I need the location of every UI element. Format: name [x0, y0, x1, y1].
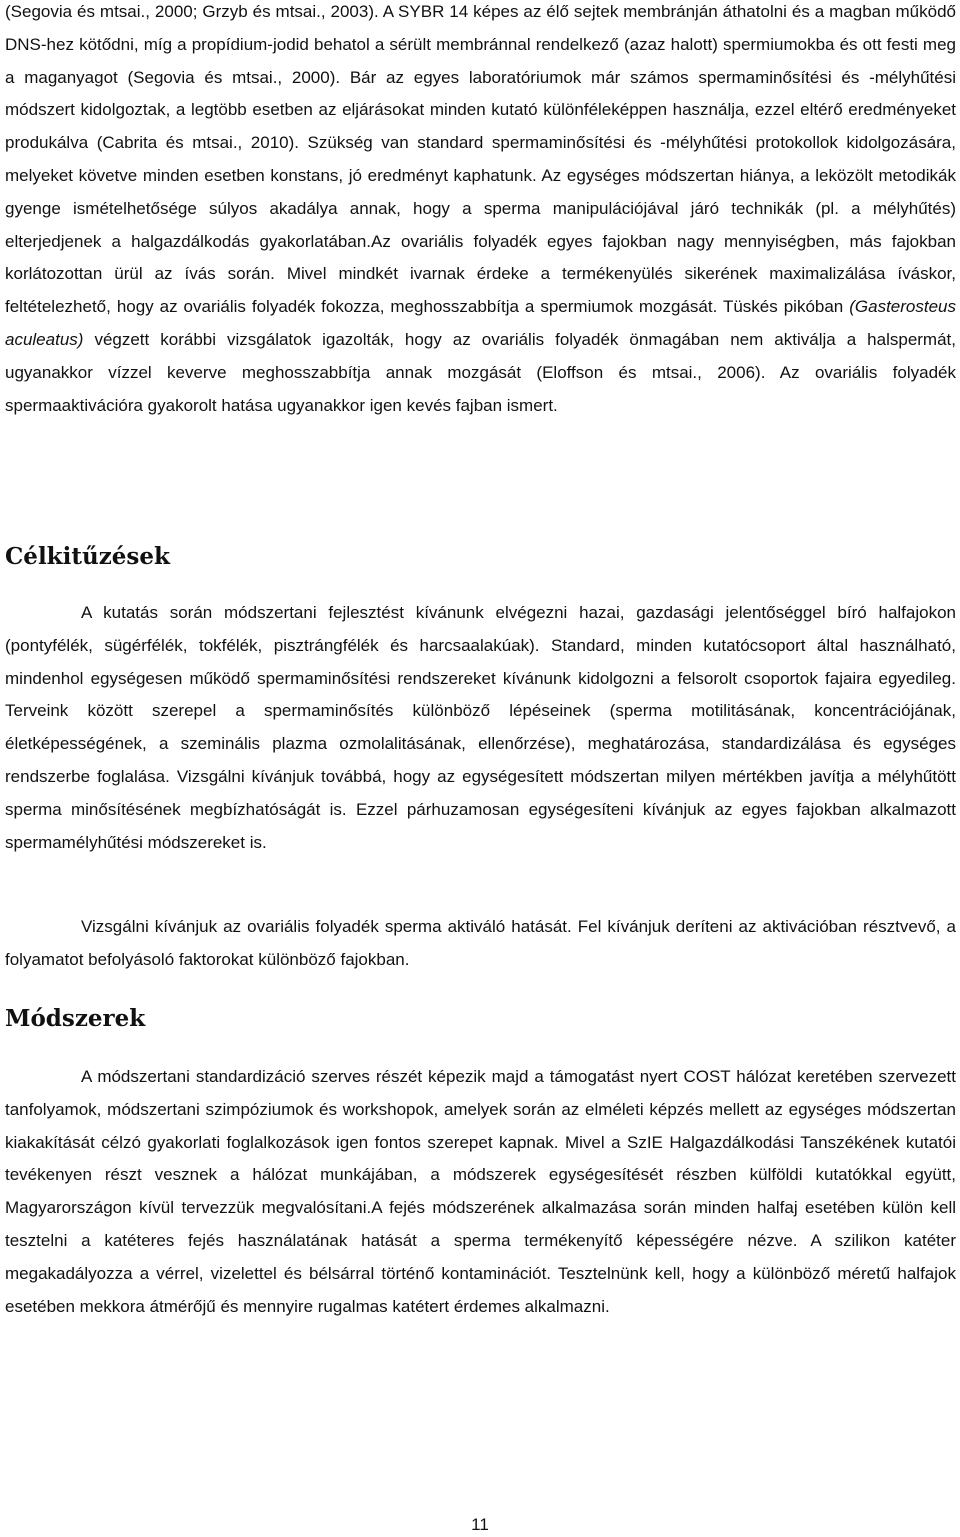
paragraph-text: (Segovia és mtsai., 2000; Grzyb és mtsai., 2003). A SYBR 14 képes az élő sejtek membránján áthatolni és a magban működő DNS-hez kötődni, míg a propídium-jodid behatol a sérült membránnal rendelkező (azaz halott) spermiumokba és ott festi meg a maganyagot (Segovia és mtsai., 2000). Bár az egyes laboratóriumok már számos spermaminősítési és -mélyhűtési módszert kidolgoztak, a legtöbb esetben az eljárásokat minden kutató különféleképpen használja, ezzel eltérő eredményeket produkálva (Cabrita és mtsai., 2010). Szükség van standard spermaminősítési és -mélyhűtési protokollok kidolgozására, melyeket követve minden esetben konstans, jó eredményt kaphatunk. Az egységes módszertan hiánya, a leközölt metodikák gyenge ismételhetősége súlyos akadálya annak, hogy a sperma manipulációjával járó technikák (pl. a mélyhűtés) elterjedjenek a halgazdálkodás gyakorlatában.Az ovariális folyadék egyes fajokban nagy mennyiségben, más fajokban korlátozottan ürül az ívás során. Mivel mindkét ivarnak érdeke a termékenyülés sikerének maximalizálása íváskor, feltételezhető, hogy az ovariális folyadék fokozza, meghosszabbítja a spermiumok mozgását. Tüskés pikóban: [5, 2, 956, 317]
page-number: 11: [471, 1515, 489, 1534]
body-paragraph-intro: [5, 0, 956, 422]
species-name-italic: (Gasterosteus aculeatus): [5, 297, 956, 349]
body-paragraph-methods: A módszertani standardizáció szerves részét képezik majd a támogatást nyert COST hálózat keretében szervezett tanfolyamok, módszertani szimpóziumok és workshopok, amelyek során az elméleti képzés mellett az egységes módszertan kiakakítását célzó gyakorlati foglalkozások igen fontos szerepet kapnak. Mivel a SzIE Halgazdálkodási Tanszékének kutatói tevékenyen részt vesznek a hálózat munkájában, a módszerek egységesítését részben külföldi kutatókkal együtt, Magyarországon kívül tervezzük megvalósítani.A fejés módszerének alkalmazása során minden halfaj esetében külön kell tesztelni a katéteres fejés használatának hatását a sperma termékenyítő képességére nézve. A szilikon katéter megakadályozza a vérrel, vizelettel és bélsárral történő kontaminációt. Tesztelnünk kell, hogy a különböző méretű halfajok esetében mekkora átmérőjű és mennyire rugalmas katétert érdemes alkalmazni.: [5, 1067, 956, 1316]
body-paragraph-objectives-1: A kutatás során módszertani fejlesztést kívánunk elvégezni hazai, gazdasági jelentőséggel bíró halfajokon (pontyfélék, sügérfélék, tokfélék, pisztrángfélék és harcsaalakúak). Standard, minden kutatócsoport által használható, mindenhol egységesen működő spermaminősítési rendszereket kívánunk kidolgozni a felsorolt csoportok fajaira egyedileg. Terveink között szerepel a spermaminősítés különböző lépéseinek (sperma motilitásának, koncentrációjának, életképességének, a szeminális plazma ozmolalitásának, ellenőrzése), meghatározása, standardizálása és egységes rendszerbe foglalása. Vizsgálni kívánjuk továbbá, hogy az egységesített módszertan milyen mértékben javítja a mélyhűtött sperma minősítésének megbízhatóságát is. Ezzel párhuzamosan egységesíteni kívánjuk az egyes fajokban alkalmazott spermamélyhűtési módszereket is.: [5, 603, 956, 852]
section-heading-objectives: Célkitűzések: [5, 543, 170, 570]
paragraph-text-continued: végzett korábbi vizsgálatok igazolták, hogy az ovariális folyadék önmagában nem aktiválja a halspermát, ugyanakkor vízzel keverve meghosszabbítja annak mozgását (Eloffson és mtsai., 2006). Az ovariális folyadék spermaaktivációra gyakorolt hatása ugyanakkor igen kevés fajban ismert.: [5, 329, 956, 415]
section-heading-methods: Módszerek: [5, 1005, 146, 1032]
body-paragraph-objectives-2: Vizsgálni kívánjuk az ovariális folyadék sperma aktiváló hatását. Fel kívánjuk deríteni az aktivációban résztvevő, a folyamatot befolyásoló faktorokat különböző fajokban.: [5, 917, 956, 969]
